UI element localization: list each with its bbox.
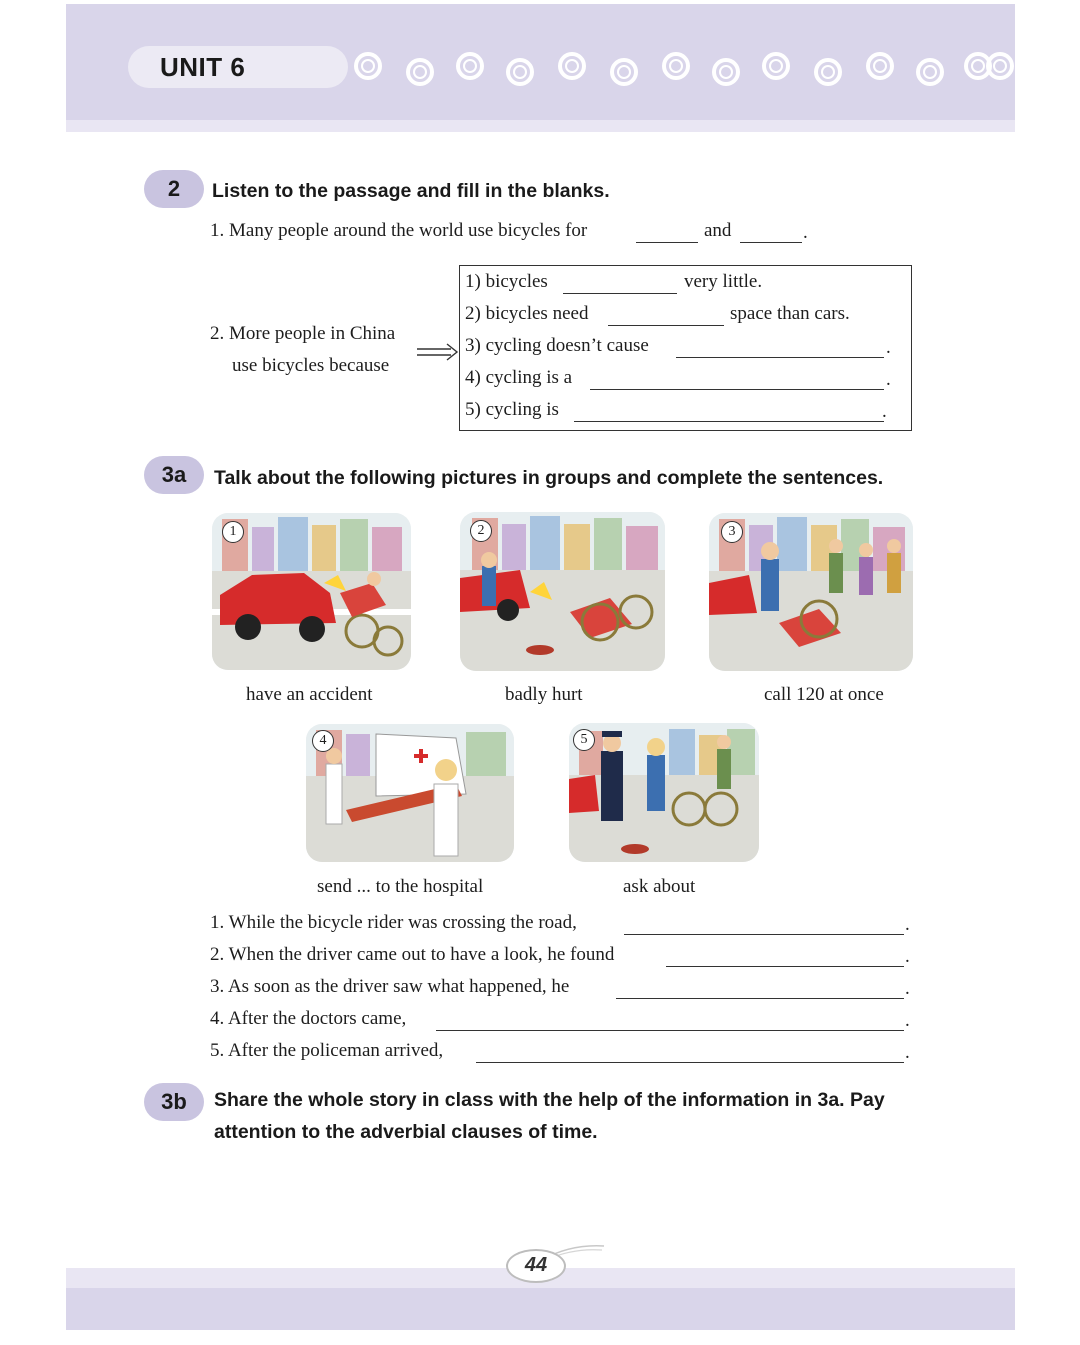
header-band-lower <box>66 120 1015 132</box>
sentence-4: 4. After the doctors came, <box>210 1008 407 1029</box>
ring-icon <box>354 52 382 80</box>
reason-3-blank[interactable] <box>676 357 884 358</box>
unit-title: UNIT 6 <box>160 52 246 82</box>
ring-icon <box>866 52 894 80</box>
section-2-badge: 2 <box>144 170 204 208</box>
sentence-4-blank[interactable] <box>436 1030 904 1031</box>
q2-line-2: use bicycles because <box>232 355 390 376</box>
q1-middle: and <box>704 220 732 241</box>
ring-icon <box>406 58 434 86</box>
q1-prefix: 1. Many people around the world use bicycles for <box>210 220 588 241</box>
sentence-1-period: . <box>905 914 910 935</box>
sentence-5: 5. After the policeman arrived, <box>210 1040 444 1061</box>
section-3a-instruction: Talk about the following pictures in groups and complete the sentences. <box>214 467 884 489</box>
picture-number: 2 <box>470 520 492 542</box>
reason-2-post: space than cars. <box>730 303 850 324</box>
section-2-instruction: Listen to the passage and fill in the blanks. <box>212 180 610 202</box>
reason-4-blank[interactable] <box>590 389 884 390</box>
section-3b-badge: 3b <box>144 1083 204 1121</box>
picture-2 <box>460 512 665 671</box>
ring-icon <box>986 52 1014 80</box>
sentence-5-blank[interactable] <box>476 1062 904 1063</box>
sentence-5-period: . <box>905 1042 910 1063</box>
sentence-2-blank[interactable] <box>666 966 904 967</box>
sentence-3-blank[interactable] <box>616 998 904 999</box>
section-3b-line-2: attention to the adverbial clauses of time. <box>214 1121 598 1143</box>
ring-icon <box>762 52 790 80</box>
policeman-illustration <box>569 723 759 862</box>
sentence-1: 1. While the bicycle rider was crossing the road, <box>210 912 577 933</box>
ring-icon <box>558 52 586 80</box>
reason-2-pre: 2) bicycles need <box>465 303 589 324</box>
ring-icon <box>814 58 842 86</box>
reason-4-post: . <box>886 369 891 390</box>
picture-number: 5 <box>573 729 595 751</box>
double-arrow-icon <box>417 343 459 361</box>
ring-icon <box>712 58 740 86</box>
reason-2-blank[interactable] <box>608 325 724 326</box>
ring-icon <box>916 58 944 86</box>
q2-line-1: 2. More people in China <box>210 323 396 344</box>
reason-5-post: . <box>882 401 887 422</box>
ring-icon <box>456 52 484 80</box>
reason-3-post: . <box>886 337 891 358</box>
ring-icon <box>610 58 638 86</box>
sentence-2-period: . <box>905 946 910 967</box>
sentence-3-period: . <box>905 978 910 999</box>
picture-number: 3 <box>721 521 743 543</box>
picture-4 <box>306 724 514 862</box>
sentence-2: 2. When the driver came out to have a look, he found <box>210 944 615 965</box>
picture-4-caption: send ... to the hospital <box>317 876 484 897</box>
q1-end: . <box>803 222 808 243</box>
reason-3-pre: 3) cycling doesn’t cause <box>465 335 649 356</box>
reason-5-pre: 5) cycling is <box>465 399 559 420</box>
reason-1-blank[interactable] <box>563 293 677 294</box>
q1-blank-2[interactable] <box>740 242 802 243</box>
page-number: 44 <box>524 1254 548 1276</box>
picture-5 <box>569 723 759 862</box>
ring-icon <box>662 52 690 80</box>
picture-number: 4 <box>312 730 334 752</box>
reason-1-pre: 1) bicycles <box>465 271 548 292</box>
sentence-1-blank[interactable] <box>624 934 904 935</box>
reason-5-blank[interactable] <box>574 421 884 422</box>
reason-4-pre: 4) cycling is a <box>465 367 573 388</box>
section-3a-badge: 3a <box>144 456 204 494</box>
ring-icon <box>506 58 534 86</box>
sentence-4-period: . <box>905 1010 910 1031</box>
picture-1 <box>212 513 411 670</box>
picture-2-caption: badly hurt <box>505 684 583 705</box>
q1-blank-1[interactable] <box>636 242 698 243</box>
picture-1-caption: have an accident <box>246 684 373 705</box>
section-3b-line-1: Share the whole story in class with the help of the information in 3a. Pay <box>214 1089 885 1111</box>
ambulance-illustration <box>306 724 514 862</box>
picture-number: 1 <box>222 521 244 543</box>
picture-3-caption: call 120 at once <box>764 684 884 705</box>
sentence-3: 3. As soon as the driver saw what happened, he <box>210 976 570 997</box>
picture-3 <box>709 513 913 671</box>
reason-1-post: very little. <box>684 271 763 292</box>
picture-5-caption: ask about <box>623 876 696 897</box>
